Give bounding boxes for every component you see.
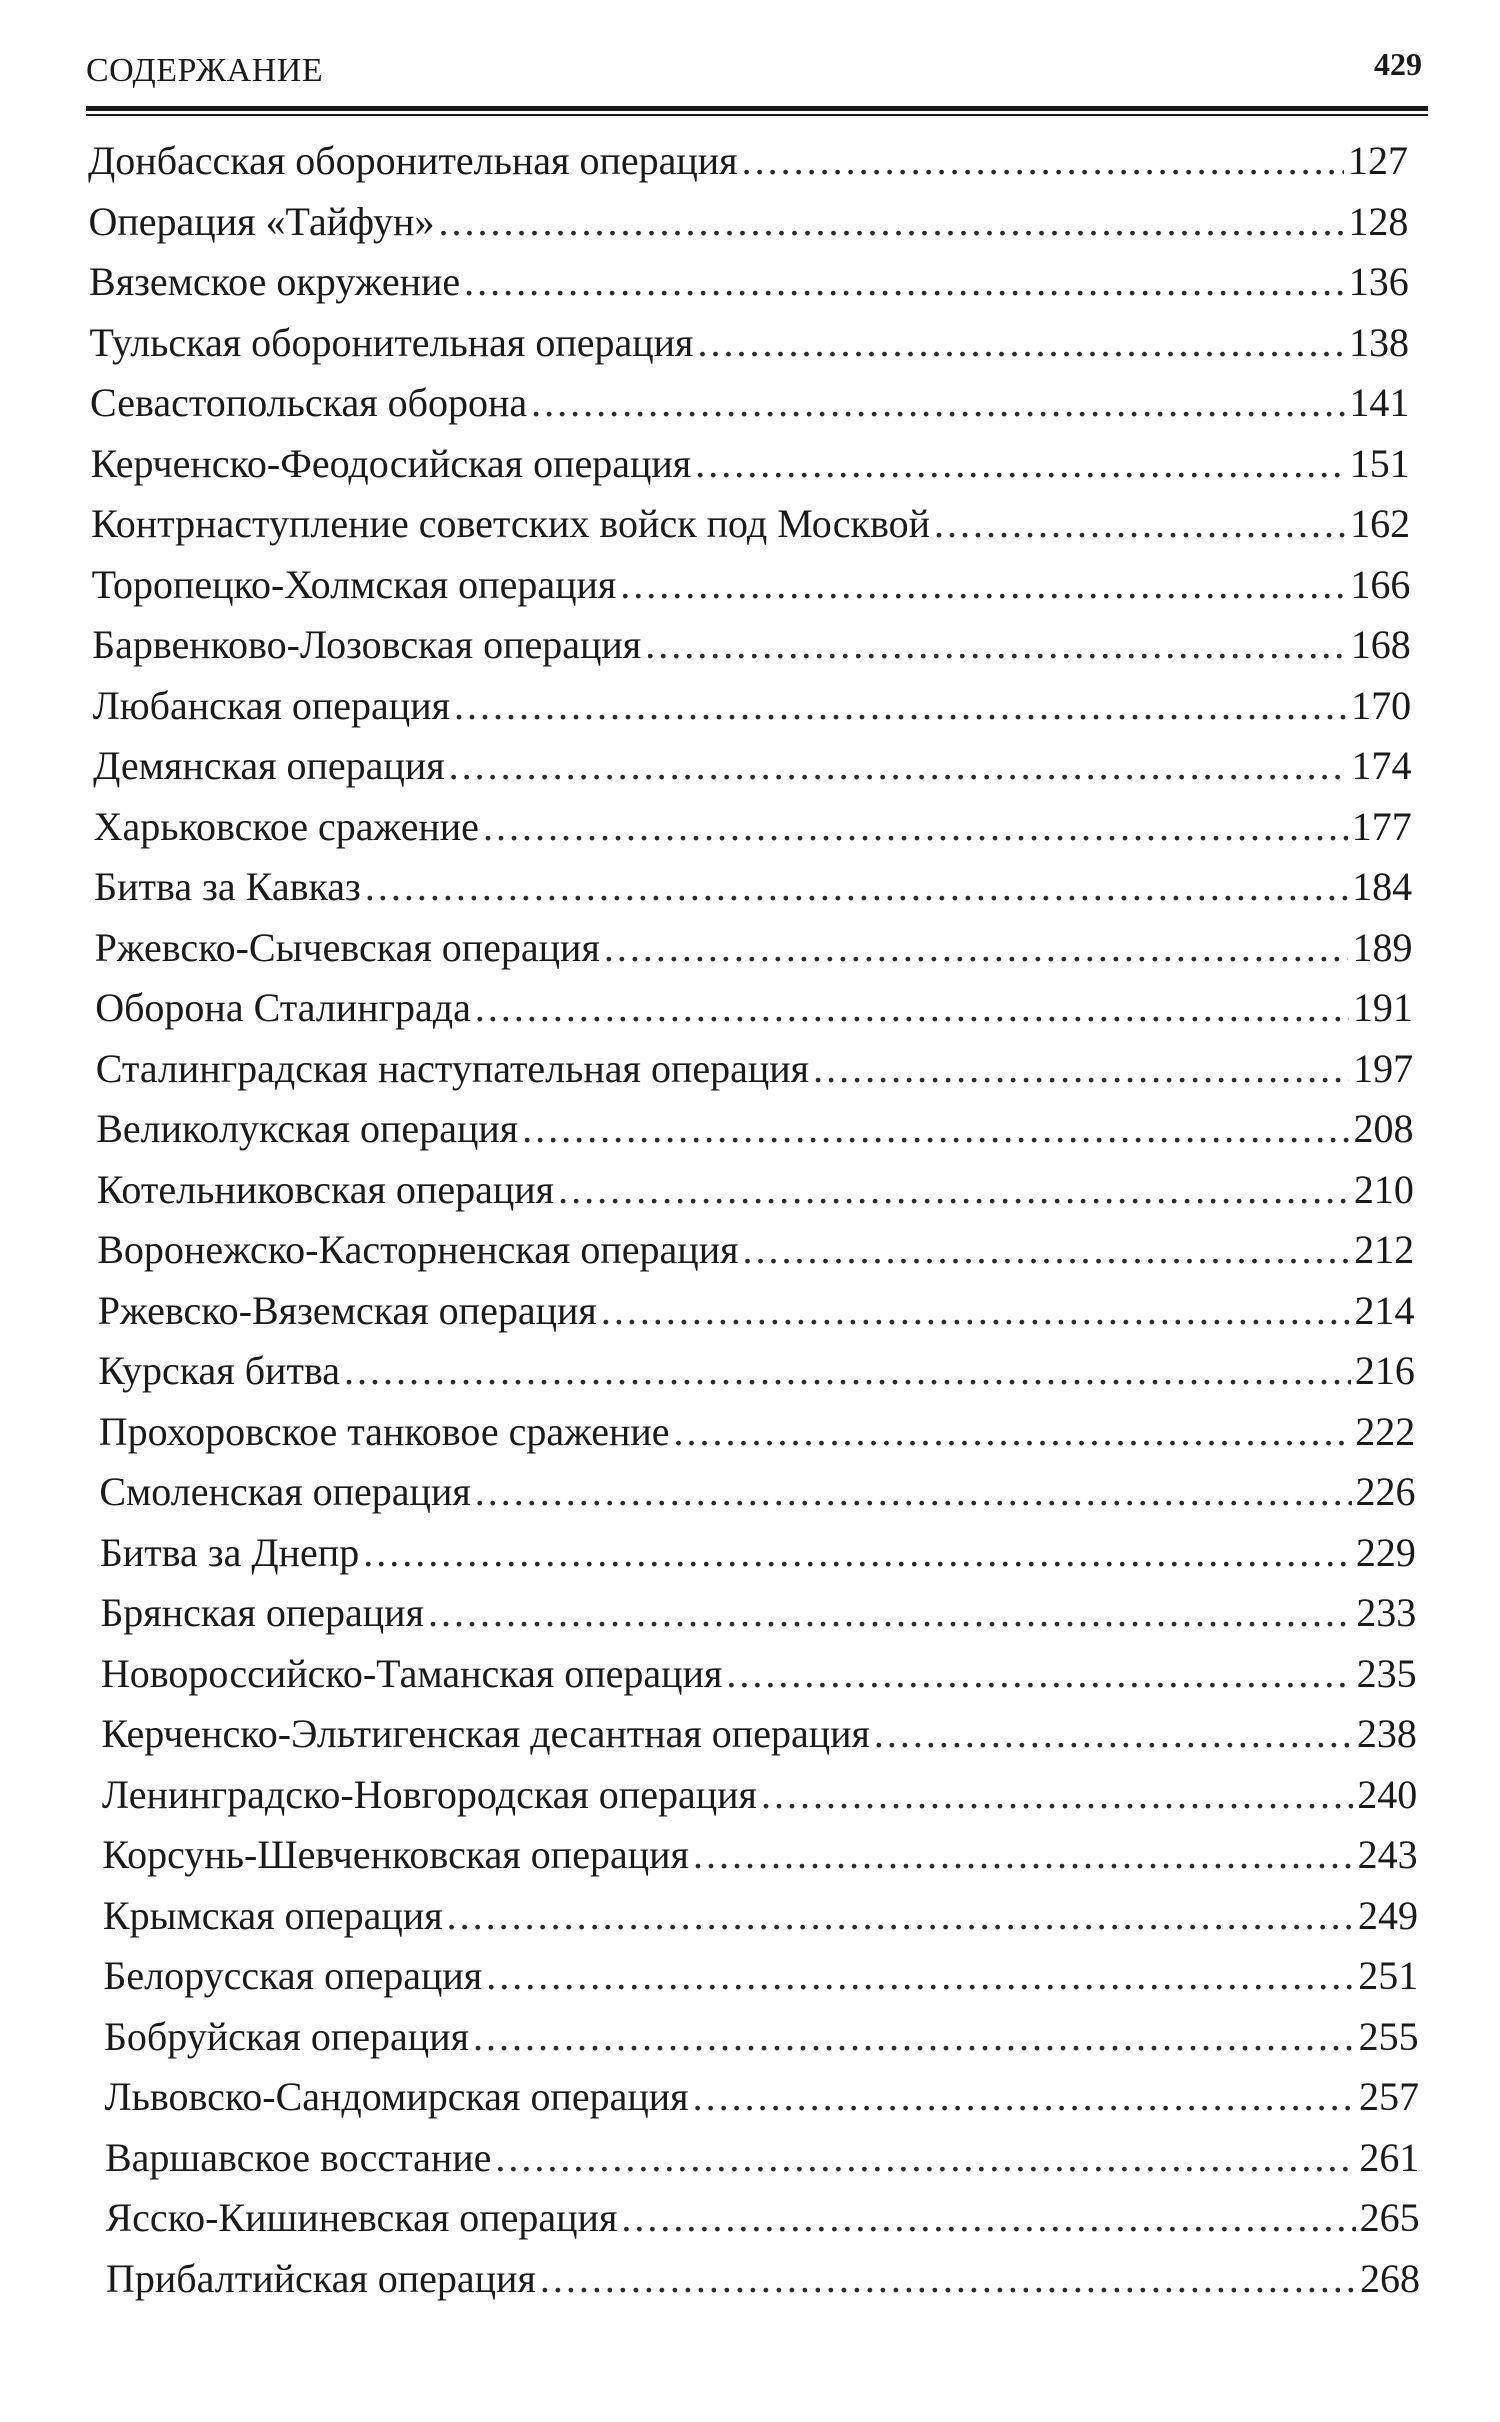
toc-entry [0,373,1500,434]
toc-entry [0,1765,1500,1826]
toc-entry-title: Львовско-Сандомирская операция [104,2074,689,2119]
toc-entry [0,1281,1500,1342]
toc-leader-dots [674,1402,1352,1462]
toc-entry [0,434,1500,495]
header-page-number: 429 [1374,46,1422,82]
toc-entry-page: 222 [1355,1408,1416,1454]
toc-entry-page: 168 [1350,622,1411,667]
toc-leader-dots [475,1462,1352,1522]
toc-entry-page: 197 [1353,1045,1414,1091]
toc-leader-dots [447,1886,1354,1946]
toc-entry-title: Ясско-Кишиневская операция [105,2195,618,2240]
toc-entry-page: 151 [1349,440,1410,486]
toc-entry-title: Донбасская оборонительная операция [88,138,738,183]
toc-entry [0,1583,1500,1644]
toc-entry [0,1341,1500,1402]
toc-entry [0,1644,1500,1705]
toc-leader-dots [742,131,1344,191]
toc-entry-title: Бобруйская операция [103,2013,469,2059]
toc-entry [0,676,1500,737]
toc-entry-title: Харьковское сражение [93,803,479,849]
toc-entry-page: 184 [1352,864,1413,909]
toc-entry [0,1523,1500,1584]
toc-entry-title: Вяземское окружение [89,259,461,304]
toc-entry-title: Оборона Сталинграда [95,985,471,1030]
toc-leader-dots [743,1220,1351,1280]
toc-leader-dots [365,857,1348,917]
toc-entry [0,615,1500,676]
toc-leader-dots [363,1523,1352,1583]
toc-leader-dots [454,676,1347,736]
toc-leader-dots [344,1341,1351,1401]
toc-entry-page: 226 [1355,1469,1416,1514]
toc-leader-dots [874,1704,1353,1764]
toc-entry-title: Сталинградская наступательная операция [95,1045,810,1091]
toc-entry-page: 138 [1349,319,1410,365]
toc-leader-dots [761,1765,1353,1825]
toc-entry [0,1220,1500,1281]
toc-entry [0,313,1500,374]
toc-leader-dots [604,918,1349,978]
toc-entry-title: Керченско-Эльтигенская десантная операция [101,1711,870,1756]
toc-leader-dots [813,1039,1349,1099]
toc-entry [0,131,1500,192]
toc-entry [0,857,1500,918]
toc-entry-page: 233 [1356,1590,1417,1635]
toc-leader-dots [483,797,1348,857]
toc-entry-page: 235 [1356,1650,1417,1696]
toc-leader-dots [726,1644,1352,1704]
toc-leader-dots [531,373,1345,433]
running-header [86,44,1422,94]
toc-leader-dots [620,555,1346,615]
toc-entry [0,192,1500,253]
toc-entry-page: 128 [1348,198,1409,244]
toc-entry-page: 166 [1350,561,1411,607]
toc-entry-page: 210 [1353,1166,1414,1212]
toc-entry-page: 208 [1353,1106,1414,1151]
toc-entry-title: Битва за Кавказ [94,864,361,909]
toc-leader-dots [697,313,1345,373]
toc-entry [0,2249,1500,2310]
toc-leader-dots [693,1825,1354,1885]
toc-entry [0,2007,1500,2068]
toc-entry [0,1825,1500,1886]
toc-leader-dots [464,252,1345,312]
toc-entry [0,1039,1500,1100]
toc-entry [0,918,1500,979]
toc-entry-title: Воронежско-Касторненская операция [97,1227,739,1272]
toc-entry-page: 243 [1357,1832,1418,1877]
toc-entry-title: Контрнаступление советских войск под Москвой [91,501,931,546]
toc-leader-dots [558,1160,1350,1220]
toc-leader-dots [645,615,1347,675]
toc-entry [0,1946,1500,2007]
toc-leader-dots [693,2067,1355,2127]
toc-entry-page: 268 [1360,2255,1420,2301]
toc-entry-title: Курская битва [98,1348,341,1393]
toc-entry [0,797,1500,858]
toc-entry [0,1099,1500,1160]
toc-entry-title: Барвенково-Лозовская операция [92,622,642,667]
toc-entry-title: Новороссийско-Таманская операция [100,1650,723,1696]
toc-leader-dots [495,2128,1355,2188]
toc-entry [0,1160,1500,1221]
toc-leader-dots [522,1099,1349,1159]
toc-entry [0,1402,1500,1463]
toc-entry-title: Великолукская операция [96,1106,519,1151]
toc-entry [0,2188,1500,2249]
toc-leader-dots [473,2007,1355,2067]
toc-leader-dots [475,978,1349,1038]
toc-entry-page: 257 [1358,2074,1419,2119]
toc-entry-title: Белорусская операция [103,1953,483,1998]
toc-entry-title: Прибалтийская операция [106,2255,536,2301]
toc-entry-page: 249 [1357,1892,1418,1938]
toc-entry [0,736,1500,797]
toc-entry-page: 127 [1348,138,1408,183]
toc-entry [0,494,1500,555]
toc-entry-title: Севастопольская оборона [90,380,528,425]
toc-leader-dots [934,494,1346,554]
toc-entry-page: 261 [1359,2134,1420,2180]
toc-entry-title: Котельниковская операция [96,1166,555,1212]
toc-entry-title: Керченско-Феодосийская операция [90,440,692,486]
toc-entry-page: 251 [1358,1953,1419,1998]
toc-entry-title: Битва за Днепр [99,1529,360,1575]
toc-entry-title: Брянская операция [100,1590,424,1635]
toc-leader-dots [621,2188,1355,2248]
toc-leader-dots [428,1583,1352,1643]
header-rule-thin [86,114,1428,116]
toc-entry-title: Тульская оборонительная операция [89,319,694,365]
table-of-contents [0,131,1500,2309]
toc-entry-title: Ржевско-Вяземская операция [97,1287,597,1333]
toc-entry-page: 216 [1354,1348,1415,1393]
toc-entry-title: Корсунь-Шевченковская операция [102,1832,689,1877]
toc-entry-page: 214 [1354,1287,1415,1333]
toc-entry-page: 170 [1351,682,1412,728]
toc-entry-title: Любанская операция [92,682,451,728]
toc-entry [0,252,1500,313]
header-rule-thick [86,106,1428,111]
toc-entry-page: 174 [1351,743,1412,788]
toc-entry-title: Смоленская операция [99,1469,471,1514]
toc-entry [0,1462,1500,1523]
toc-leader-dots [601,1281,1351,1341]
toc-entry-title: Торопецко-Холмская операция [91,561,617,607]
toc-entry-page: 136 [1348,259,1409,304]
toc-leader-dots [438,192,1344,252]
toc-entry-page: 189 [1352,924,1413,970]
toc-entry-title: Ленинградско-Новгородская операция [101,1771,757,1817]
toc-entry-title: Варшавское восстание [104,2134,492,2180]
toc-entry-page: 191 [1352,985,1413,1030]
toc-entry-page: 265 [1359,2195,1420,2240]
toc-entry [0,555,1500,616]
toc-leader-dots [486,1946,1354,2006]
toc-entry-page: 141 [1349,380,1410,425]
toc-entry [0,1886,1500,1947]
toc-entry-page: 238 [1356,1711,1417,1756]
toc-entry-page: 177 [1351,803,1412,849]
toc-entry-title: Демянская операция [93,743,445,788]
toc-entry-page: 255 [1358,2013,1419,2059]
toc-leader-dots [540,2249,1356,2309]
toc-entry-page: 212 [1354,1227,1415,1272]
toc-entry [0,2067,1500,2128]
toc-entry [0,978,1500,1039]
toc-entry-title: Прохоровское танковое сражение [98,1408,670,1454]
toc-entry-page: 229 [1355,1529,1416,1575]
toc-entry-title: Ржевско-Сычевская операция [94,924,600,970]
toc-leader-dots [449,736,1348,796]
toc-entry [0,2128,1500,2189]
toc-entry-page: 162 [1350,501,1411,546]
toc-entry [0,1704,1500,1765]
header-title: СОДЕРЖАНИЕ [86,52,324,89]
toc-entry-page: 240 [1357,1771,1418,1817]
toc-entry-title: Крымская операция [102,1892,443,1938]
toc-entry-title: Операция «Тайфун» [88,198,435,244]
toc-leader-dots [695,434,1346,494]
